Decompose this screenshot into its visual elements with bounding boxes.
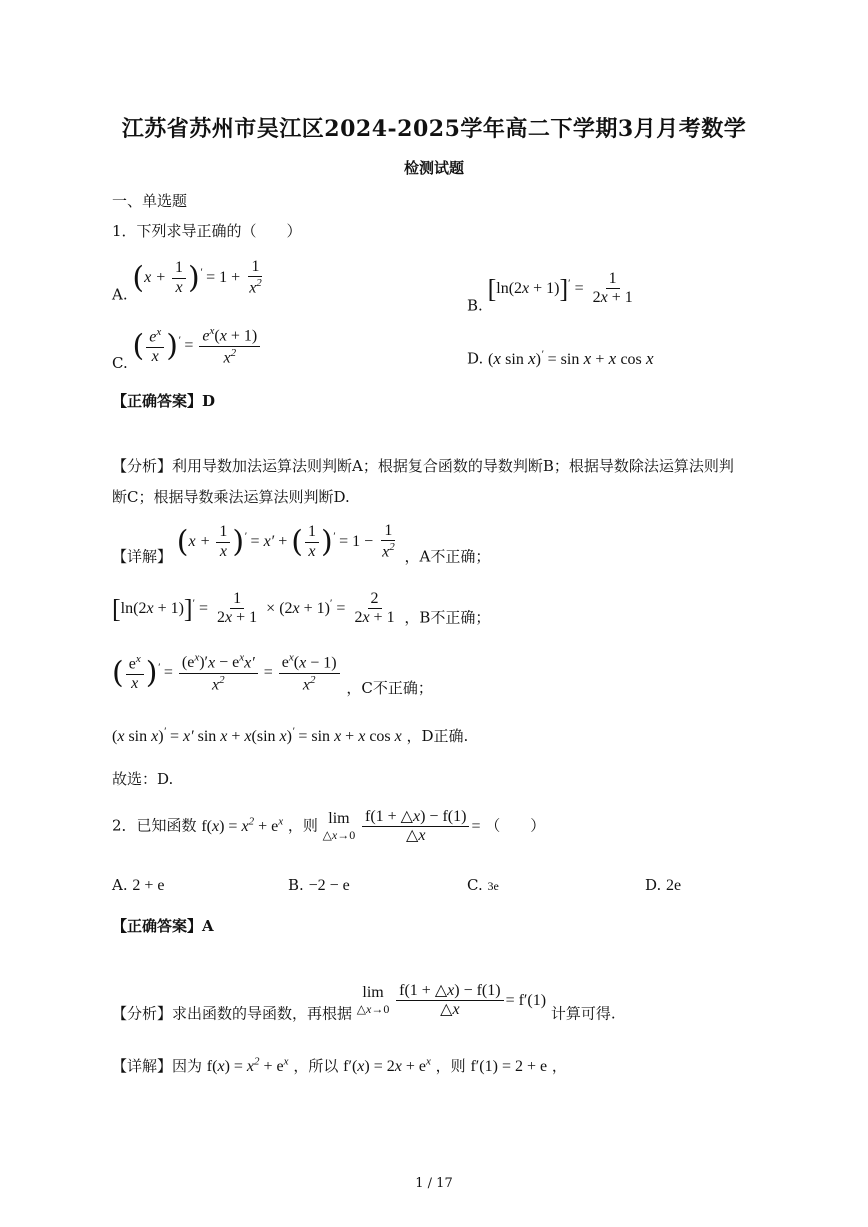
section-heading: 一、单选题 bbox=[112, 192, 188, 210]
page-number: 1 / 17 bbox=[415, 1176, 453, 1191]
document-subtitle: 检测试题 bbox=[403, 159, 464, 177]
q2-analysis: 【分析】求出函数的导函数，再根据 lim △x→0 $\frac{f(1 + \triangle x) - f(1)}{\triangle x}$ = f′(1) 计算可得. bbox=[112, 982, 616, 1023]
q1-option-c: C. ( $\frac{e^x}{x}$ )′ = $\frac{e^x(x + 1)}{x^2}$ bbox=[112, 325, 262, 372]
q1-detail-d: (x sin x)′ = x′ sin x + x(sin x)′ = sin x + x cos x ，D正确. bbox=[112, 725, 469, 745]
q1-detail-c: ( $\frac{e^x}{x}$ )′ = $\frac{(e^x)'x - e^xx'}{x^2}$ = $\frac{e^x(x - 1)}{x^2}$ ，C不正确； bbox=[112, 652, 433, 697]
q1-analysis-line1: 【分析】利用导数加法运算法则判断A；根据复合函数的导数判断B；根据导数除法运算法则判 bbox=[112, 457, 734, 475]
q1-stem: 1．下列求导正确的（ ） bbox=[112, 222, 302, 240]
q1-option-b: B. [ln(2x + 1)]′ = $\frac{1}{2x + 1}$ bbox=[467, 270, 633, 315]
q1-analysis-line2: 断C；根据导数乘法运算法则判断D. bbox=[112, 488, 350, 506]
q2-option-c: C. 3e bbox=[467, 876, 499, 894]
q1-option-a: A. (x + $\frac{1}{x}$ )′ = 1 + $\frac{1}{x^2}$ bbox=[112, 258, 262, 304]
q1-detail-b: [ln(2x + 1)]′ = $\frac{1}{2x + 1}$ × (2x + 1)′ = $\frac{2}{2x + 1}$ ，B不正确； bbox=[112, 590, 491, 627]
q2-option-b: B. −2 − e bbox=[288, 876, 350, 894]
q1-conclusion: 故选：D. bbox=[112, 770, 174, 788]
q1-answer: 【正确答案】D bbox=[112, 392, 216, 410]
document-title: 江苏省苏州市吴江区2024-2025学年高二下学期3月月考数学 bbox=[121, 116, 747, 142]
q1-detail-a: 【详解】 (x + $\frac{1}{x}$ )′ = x′ + ( $\frac{1}{x}$ )′ = 1 − $\frac{1}{x^2}$ ，A不正确； bbox=[112, 522, 491, 566]
q2-detail: 【详解】因为 $f(x) = x^2 + e^x$ ，所以 $f'(x) = 2x + e^x$ ，则 f′(1) = 2 + e ， bbox=[112, 1055, 567, 1075]
q2-option-d: D. 2e bbox=[645, 876, 682, 894]
q1-option-d: D. (x sin x)′ = sin x + x cos x bbox=[467, 348, 654, 368]
q2-option-a: A. 2 + e bbox=[112, 876, 165, 894]
q2-answer: 【正确答案】A bbox=[112, 917, 214, 935]
q2-stem: 2．已知函数 $f(x) = x^2 + e^x$ ，则 lim △x→0 $\frac{f(1 + \triangle x) - f(1)}{\triangle x}$ = （ ） bbox=[112, 808, 546, 845]
